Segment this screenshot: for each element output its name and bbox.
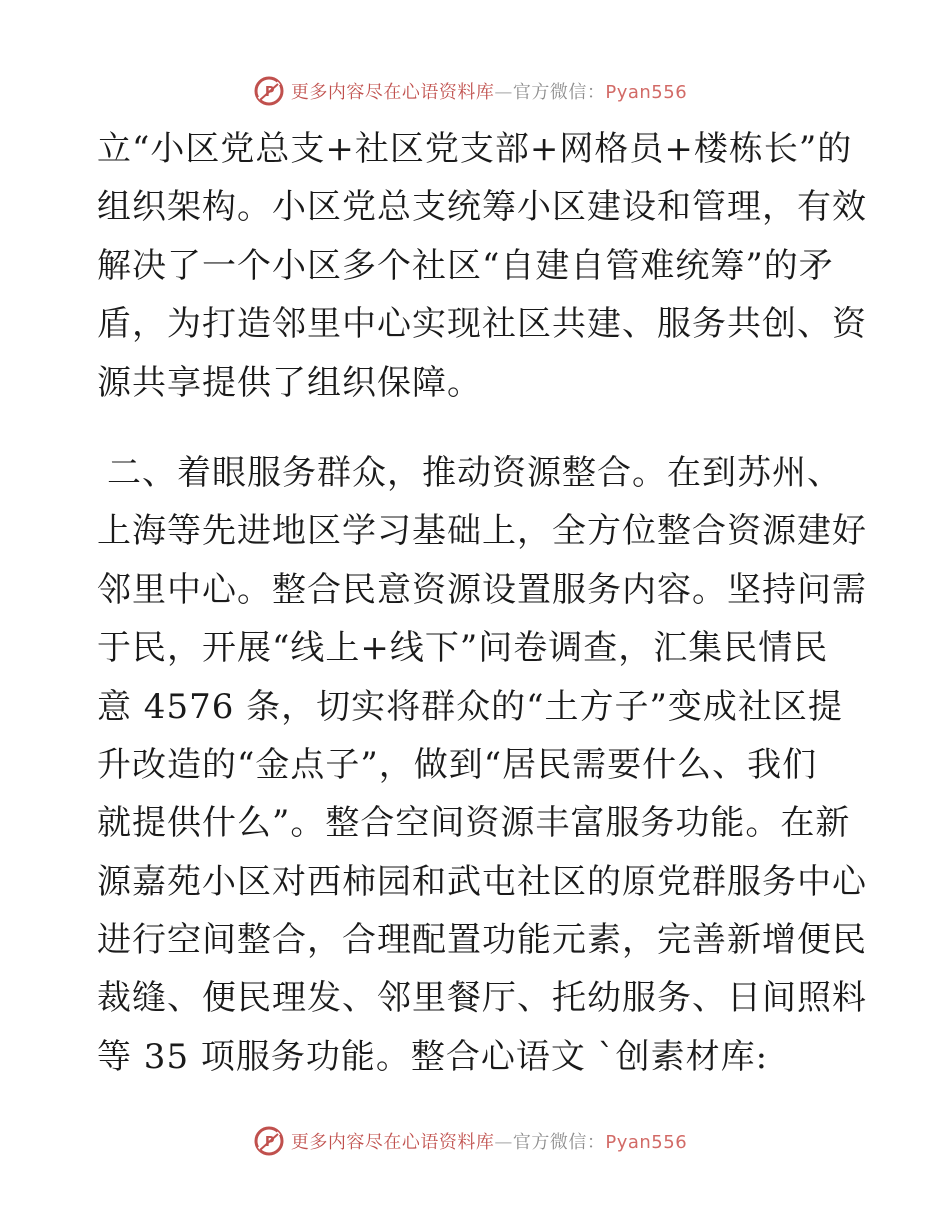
banner-separator: —	[494, 1132, 513, 1153]
paragraph-1	[97, 120, 867, 412]
header-banner-text	[291, 78, 687, 104]
header-banner-content	[253, 75, 687, 107]
text-line: 盾，为打造邻里中心实现社区共建、服务共创、资	[97, 304, 867, 345]
wechat-label: 官方微信：	[512, 1132, 606, 1153]
brand-logo-icon	[253, 1125, 285, 1157]
text-line: 于民，开展“线上+线下”问卷调查，汇集民情民	[97, 628, 829, 669]
paragraph-2	[97, 444, 867, 1086]
text-line: 升改造的“金点子”，做到“居民需要什么、我们	[97, 744, 818, 785]
text-line: 邻里中心。整合民意资源设置服务内容。坚持问需	[97, 569, 867, 610]
footer-banner	[0, 1121, 950, 1161]
footer-banner-text	[291, 1128, 687, 1154]
brand-logo-icon	[253, 75, 285, 107]
wechat-id: Pyan556	[605, 1132, 688, 1153]
brand-text: 更多内容尽在心语资料库	[290, 1132, 495, 1153]
logo-letter: P	[264, 85, 275, 100]
text-line: 源共享提供了组织保障。	[97, 362, 482, 403]
text-line: 立“小区党总支+社区党支部+网格员+楼栋长”的	[97, 129, 853, 169]
text-line: 上海等先进地区学习基础上，全方位整合资源建好	[97, 511, 867, 552]
text-line: 等 35 项服务功能。整合心语文 `创素材库:	[97, 1036, 769, 1077]
paragraph-spacer	[97, 412, 857, 444]
text-line: 二、着眼服务群众，推动资源整合。在到苏州、	[107, 452, 842, 493]
text-line: 就提供什么”。整合空间资源丰富服务功能。在新	[97, 803, 851, 844]
text-line: 组织架构。小区党总支统筹小区建设和管理，有效	[97, 187, 867, 228]
text-line: 进行空间整合，合理配置功能元素，完善新增便民	[97, 920, 867, 961]
text-line: 意 4576 条，切实将群众的“土方子”变成社区提	[97, 686, 843, 727]
text-line: 源嘉苑小区对西柿园和武屯社区的原党群服务中心	[97, 861, 867, 902]
wechat-id: Pyan556	[605, 82, 688, 103]
document-body	[97, 120, 867, 1086]
brand-text: 更多内容尽在心语资料库	[290, 82, 495, 103]
text-line: 解决了一个小区多个社区“自建自管难统筹”的矛	[97, 245, 834, 286]
wechat-label: 官方微信：	[512, 82, 606, 103]
header-banner	[0, 71, 950, 111]
banner-separator: —	[494, 82, 513, 103]
logo-letter: P	[264, 1135, 275, 1150]
text-line: 裁缝、便民理发、邻里餐厅、托幼服务、日间照料	[97, 978, 867, 1019]
footer-banner-content	[253, 1125, 687, 1157]
